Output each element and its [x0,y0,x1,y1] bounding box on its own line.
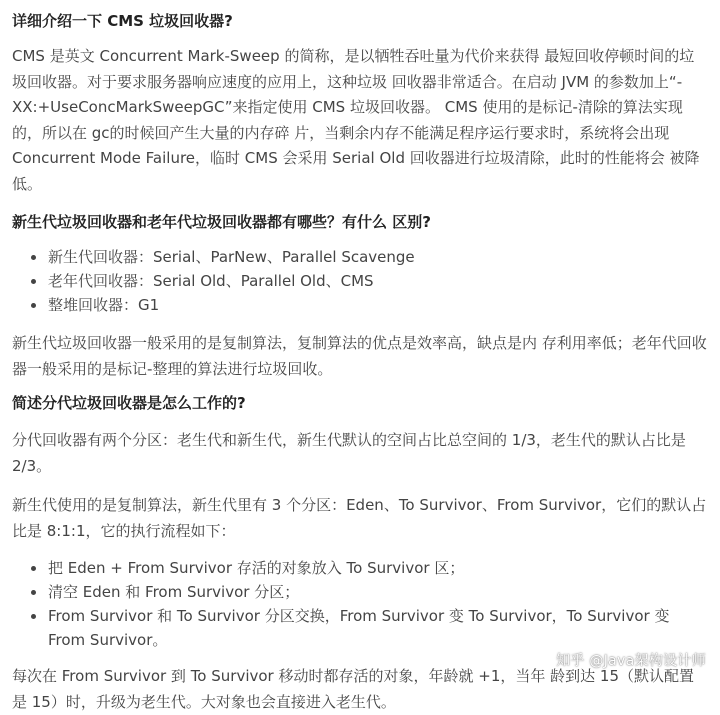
question-heading-collectors: 新生代垃圾回收器和老年代垃圾回收器都有哪些？有什么 区别? [12,213,431,231]
list-item: 整堆回收器：G1 [48,293,708,317]
paragraph-collector-difference: 新生代垃圾回收器一般采用的是复制算法，复制算法的优点是效率高，缺点是内 存利用率低；老年代回收器一般采用的是标记-整理的算法进行垃圾回收。 [12,334,707,378]
paragraph-aging: 每次在 From Survivor 到 To Survivor 移动时都存活的对象，年龄就 +1，当年 龄到达 15（默认配置是 15）时，升级为老生代。大对象也会直接进入老生代。 [12,667,694,711]
list-item: From Survivor 和 To Survivor 分区交换，From Survivor 变 To Survivor，To Survivor 变 From Survivor。 [48,604,708,652]
question-heading-cms: 详细介绍一下 CMS 垃圾回收器? [12,12,233,30]
list-item: 清空 Eden 和 From Survivor 分区； [48,580,708,604]
collector-list [12,245,708,317]
list-item: 老年代回收器：Serial Old、Parallel Old、CMS [48,269,708,293]
zhihu-watermark: 知乎 @Java架构设计师 [556,653,706,669]
paragraph-cms-description: CMS 是英文 Concurrent Mark-Sweep 的简称，是以牺牲吞吐量为代价来获得 最短回收停顿时间的垃圾回收器。对于要求服务器响应速度的应用上，这种垃圾 回收器非常适合。在启动 JVM 的参数加上“-XX:+UseConcMarkSweepGC”来指定使用 CMS 垃圾回收器。 CMS 使用的是标记-清除的算法实现的，所以在 gc的时候回产生大量的内存碎 片，当剩余内存不能满足程序运行要求时，系统将会出现 Concurrent Mode Failure，临时 CMS 会采用 Serial Old 回收器进行垃圾清除，此时的性能将会 被降低。 [12,47,700,193]
question-heading-generational: 简述分代垃圾回收器是怎么工作的? [12,394,246,412]
paragraph-young-generation: 新生代使用的是复制算法，新生代里有 3 个分区：Eden、To Survivor、From Survivor，它们的默认占比是 8:1:1，它的执行流程如下： [12,496,707,540]
paragraph-generation-ratio: 分代回收器有两个分区：老生代和新生代，新生代默认的空间占比总空间的 1/3，老生代的默认占比是 2/3。 [12,431,686,475]
list-item: 新生代回收器：Serial、ParNew、Parallel Scavenge [48,245,708,269]
process-list [12,556,708,652]
list-item: 把 Eden + From Survivor 存活的对象放入 To Survivor 区； [48,556,708,580]
